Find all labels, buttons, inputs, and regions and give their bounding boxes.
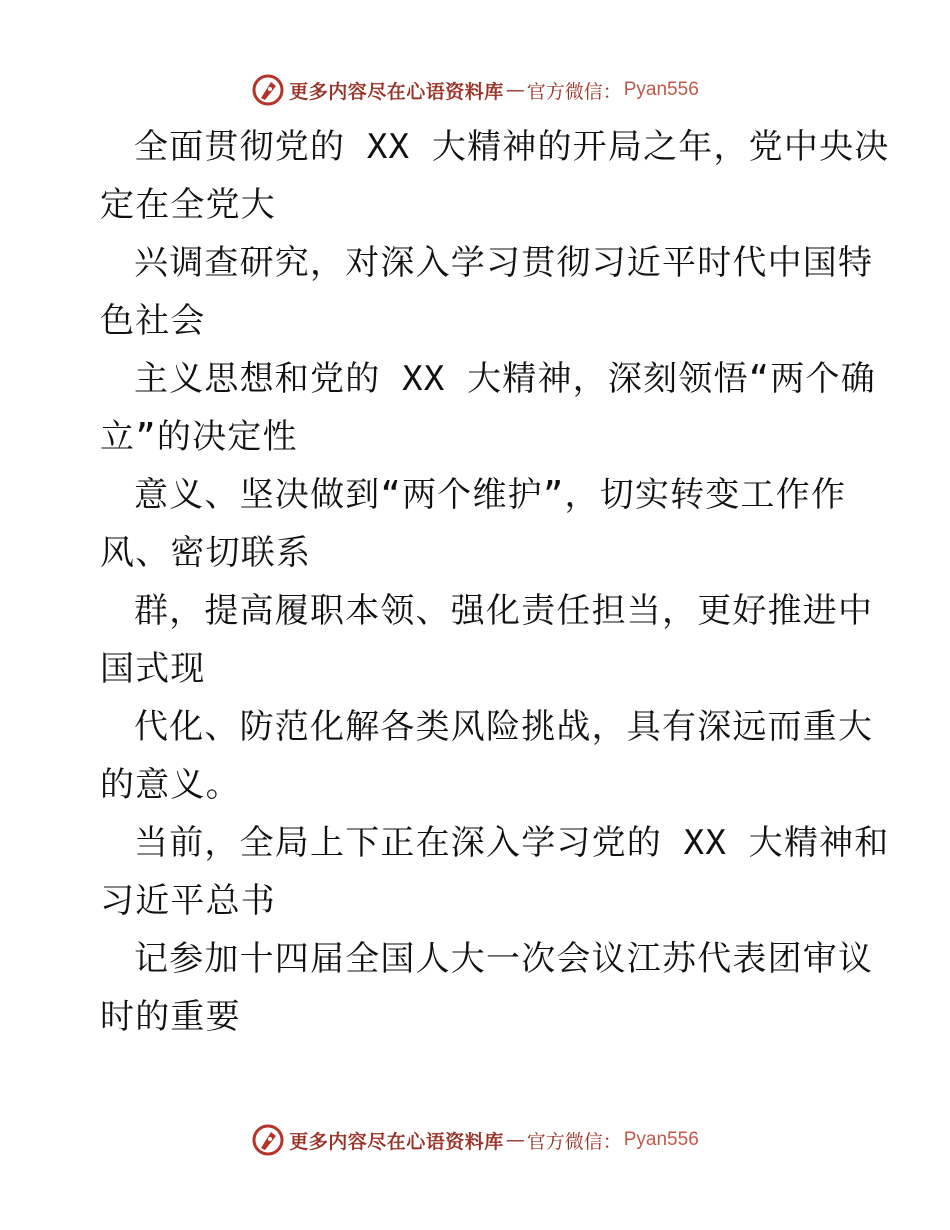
banner-wechat-label: 官方微信： [526,80,622,103]
body-line-10: 国式现 [100,649,206,689]
banner-wechat-id: Pyan556 [623,1129,699,1150]
banner-separator: — [505,79,525,101]
body-line-3: 兴调查研究，对深入学习贯彻习近平时代中国特 [134,243,874,283]
banner-wechat-label: 官方微信： [526,1130,622,1153]
body-line-12: 的意义。 [100,765,241,805]
body-line-13: 当前，全局上下正在深入学习党的 XX 大精神和 [134,823,890,863]
body-line-4: 色社会 [100,301,206,341]
body-line-11: 代化、防范化解各类风险挑战，具有深远而重大 [134,707,874,747]
banner-separator: — [505,1129,525,1151]
banner-brand-text: 更多内容尽在心语资料库 [289,1130,504,1153]
footer-banner [0,1120,950,1160]
body-line-9: 群，提高履职本领、强化责任担当，更好推进中 [134,591,874,631]
body-line-7: 意义、坚决做到“两个维护”，切实转变工作作 [134,475,847,515]
body-line-5: 主义思想和党的 XX 大精神，深刻领悟“两个确 [134,359,876,399]
body-line-15: 记参加十四届全国人大一次会议江苏代表团审议 [134,939,874,979]
body-line-6: 立”的决定性 [100,417,298,457]
body-line-1: 全面贯彻党的 XX 大精神的开局之年，党中央决 [134,127,890,167]
body-line-16: 时的重要 [100,997,241,1037]
body-line-8: 风、密切联系 [100,533,312,573]
pen-nib-logo-icon [251,1123,285,1157]
banner-wechat-id: Pyan556 [623,79,699,100]
banner-brand-text: 更多内容尽在心语资料库 [289,80,504,103]
body-line-14: 习近平总书 [100,881,276,921]
body-line-2: 定在全党大 [100,185,276,225]
